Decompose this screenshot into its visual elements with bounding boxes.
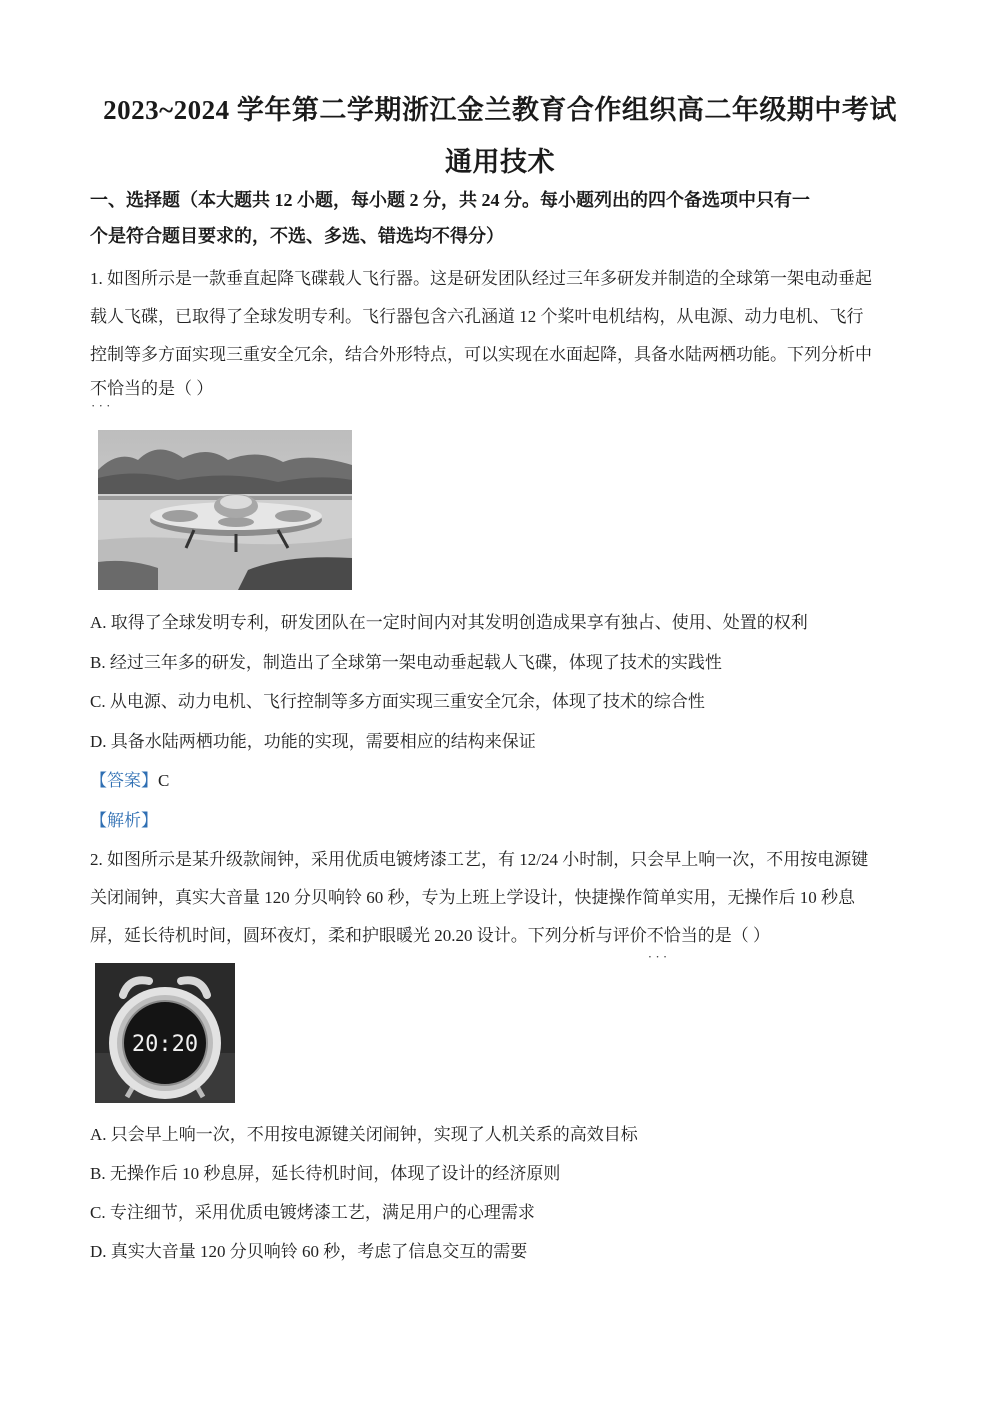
question-1-line-4 [90,374,920,404]
alarm-clock-illustration [95,963,235,1103]
question-2-option-b: B. 无操作后 10 秒息屏，延长待机时间，体现了设计的经济原则 [90,1164,561,1183]
question-1-line-2: 载人飞碟，已取得了全球发明专利。飞行器包含六孔涵道 12 个桨叶电机结构，从电源、动力电机、飞行 [90,307,864,326]
question-1-line-3: 控制等多方面实现三重安全冗余，结合外形特点，可以实现在水面起降，具备水陆两栖功能。下列分析中 [90,345,872,364]
subject-title: 通用技术 [445,147,555,177]
clock-display: 20:20 [131,1032,199,1057]
question-1-emphasis: 不恰当 · · · [90,379,141,398]
question-2-option-c: C. 专注细节，采用优质电镀烤漆工艺，满足用户的心理需求 [90,1203,535,1222]
question-1-analysis [90,806,158,831]
section-heading-line-1: 一、选择题（本大题共 12 小题，每小题 2 分，共 24 分。每小题列出的四个备选项中只有一 [90,190,810,210]
question-2-option-a: A. 只会早上响一次，不用按电源键关闭闹钟，实现了人机关系的高效目标 [90,1125,638,1144]
question-2-option-d: D. 真实大音量 120 分贝响铃 60 秒，考虑了信息交互的需要 [90,1242,528,1261]
question-2-tail: 的是（ ） [697,926,770,945]
answer-label: 【答案】 [90,771,158,790]
question-1-option-b: B. 经过三年多的研发，制造出了全球第一架电动垂起载人飞碟，体现了技术的实践性 [90,653,722,672]
exam-title: 2023~2024 学年第二学期浙江金兰教育合作组织高二年级期中考试 [103,95,897,125]
question-1-option-a: A. 取得了全球发明专利，研发团队在一定时间内对其发明创造成果享有独占、使用、处置的权利 [90,613,808,632]
question-2-line-3-head: 屏，延长待机时间，圆环夜灯，柔和护眼暖光 20.20 设计。下列分析与评价 [90,926,647,945]
question-2-line-3 [90,917,920,955]
question-1-option-d: D. 具备水陆两栖功能，功能的实现，需要相应的结构来保证 [90,732,536,751]
flying-saucer-illustration [98,430,352,590]
answer-value: C [158,771,170,790]
section-heading-line-2: 个是符合题目要求的，不选、多选、错选均不得分） [90,226,504,246]
question-1-tail: 的是（ ） [141,379,214,398]
question-2-line-2: 关闭闹钟，真实大音量 120 分贝响铃 60 秒，专为上班上学设计，快捷操作简单实用，无操作后 10 秒息 [90,888,855,907]
question-2-emphasis: 不恰当 · · · [647,926,698,945]
alarm-clock-photo [95,963,235,1103]
question-2-stem [90,841,920,955]
question-2-line-1: 2. 如图所示是某升级款闹钟，采用优质电镀烤漆工艺，有 12/24 小时制，只会早上响一次，不用按电源键 [90,850,869,869]
section-heading [90,182,920,254]
flying-saucer-photo [98,430,352,590]
question-1-stem [90,260,920,404]
question-1-line-1: 1. 如图所示是一款垂直起降飞碟载人飞行器。这是研发团队经过三年多研发并制造的全球第一架电动垂起 [90,269,872,288]
question-1-answer [90,766,169,791]
analysis-label: 【解析】 [90,811,158,830]
question-1-option-c: C. 从电源、动力电机、飞行控制等多方面实现三重安全冗余，体现了技术的综合性 [90,692,705,711]
